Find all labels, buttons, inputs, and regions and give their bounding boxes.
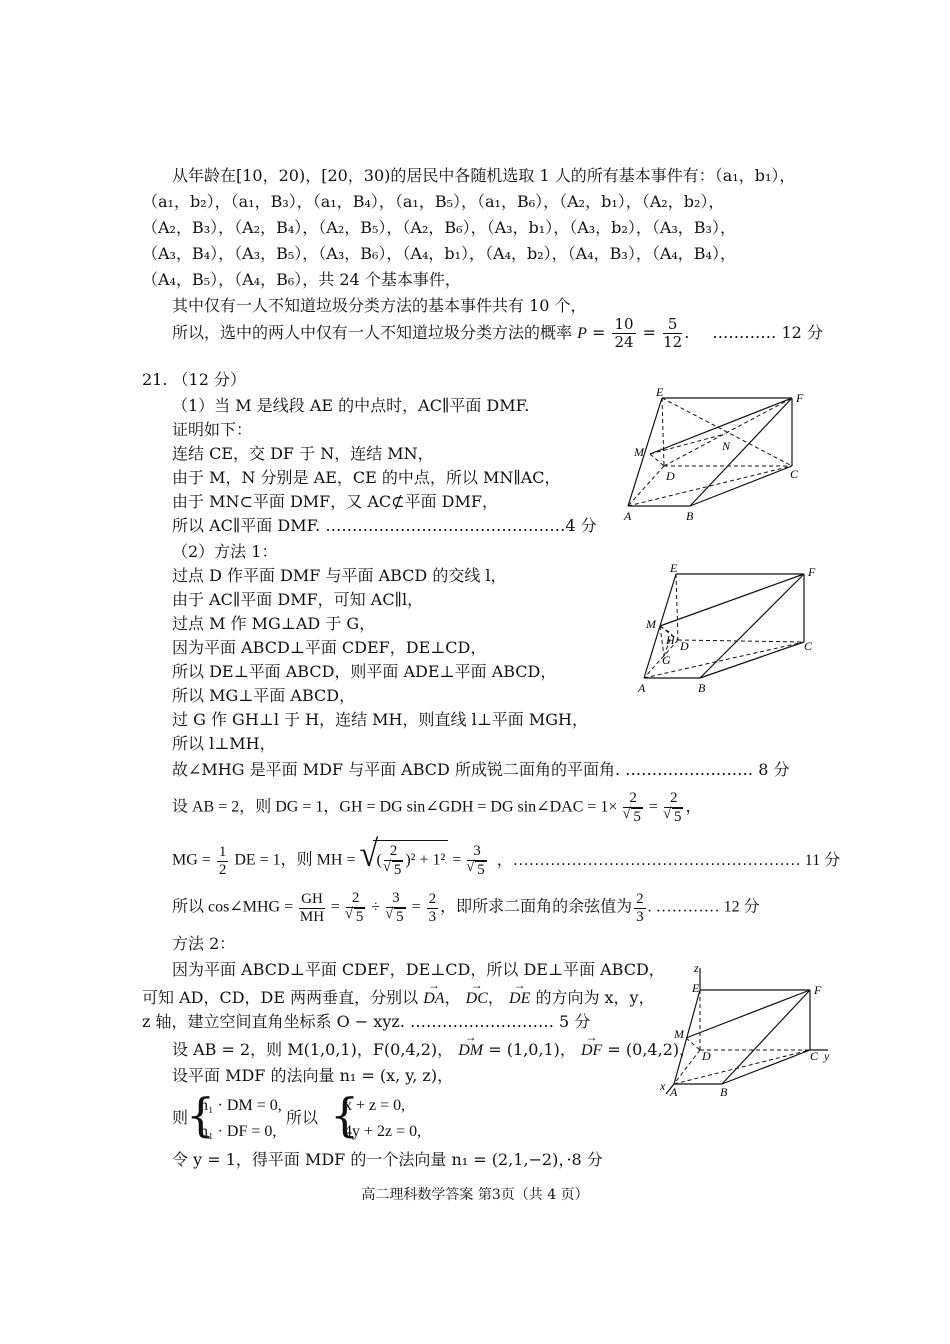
vertex-label: H (666, 633, 675, 647)
system-row: x + z = 0, (344, 1097, 406, 1114)
vertex-label: E (670, 561, 678, 575)
prism-figure-2 (636, 560, 826, 700)
left-brace-icon: { (186, 1088, 216, 1142)
text-line: 所以 l⊥MH， (172, 734, 276, 753)
vertex-label: A (624, 509, 632, 523)
system-row: n₁ · DM = 0, (200, 1097, 282, 1114)
vertex-label: F (814, 983, 822, 997)
text-line: 所以 MG⊥平面 ABCD， (172, 686, 356, 705)
equation-line: 所以 cos∠MHG = $\frac{GH}{MH}$ = 2 √ 5 ÷ 3 √ 5 = $\frac{2}{3}$ ，即所求二面角的余弦值为 $\frac{2}{3}$ . ………… 12 分 (172, 890, 760, 926)
equation-line: MG = $\frac{1}{2}$ DE = 1，则 MH = √ ( 2 √ 5 )² + 1² = 3 √ 5 ，……………………………………………… 11 分 (172, 840, 840, 879)
text-line: 因为平面 ABCD⊥平面 CDEF，DE⊥CD，所以 DE⊥平面 ABCD， (172, 960, 665, 979)
text-line: z 轴，建立空间直角坐标系 O − xyz. ……………………… 5 分 (142, 1012, 591, 1031)
vertex-label: D (702, 1049, 711, 1063)
question-heading: 21. （12 分） (142, 370, 246, 389)
vertex-label: F (808, 565, 816, 579)
vertex-label: A (638, 681, 646, 695)
axis-label: z (694, 962, 699, 975)
page-footer: 高二理科数学答案 第3页（共 4 页） (361, 1187, 589, 1203)
prism-figure-1 (620, 388, 820, 528)
text-line: 由于 AC∥平面 DMF，可知 AC∥l， (172, 590, 424, 609)
equation-line: 设 AB = 2，则 DG = 1，GH = DG sin∠GDH = DG sin∠DAC = 1× 2 √ 5 = 2 √ 5 ， (172, 790, 701, 826)
left-brace-icon: { (330, 1088, 360, 1142)
vertex-label: E (656, 388, 664, 399)
vertex-label: M (674, 1027, 684, 1041)
text-line: 由于 MN⊂平面 DMF，又 AC⊄平面 DMF， (172, 492, 498, 511)
text-line: 可知 AD，CD，DE 两两垂直，分别以 → DA， → DC， → DE 的方向为 x，y， (142, 988, 655, 1009)
text-line: 令 y = 1，得平面 MDF 的一个法向量 n₁ = (2,1,−2)，·8 分 (172, 1150, 603, 1169)
vertex-label: M (634, 445, 644, 459)
text-line: 所以 DE⊥平面 ABCD，则平面 ADE⊥平面 ABCD， (172, 662, 557, 681)
text-line: 过 G 作 GH⊥l 于 H，连结 MH，则直线 l⊥平面 MGH， (172, 710, 588, 729)
vertex-label: A (670, 1085, 678, 1099)
vertex-label: C (804, 639, 813, 653)
system-label: 则 (172, 1108, 189, 1127)
vertex-label: B (698, 681, 706, 695)
vertex-label: M (646, 617, 656, 631)
text-line: 因为平面 ABCD⊥平面 CDEF，DE⊥CD， (172, 638, 487, 657)
vertex-label: F (796, 391, 804, 405)
vertex-label: E (692, 981, 700, 995)
axis-label: x (660, 1079, 666, 1093)
system-row: n₁ · DF = 0, (200, 1123, 277, 1140)
text-line: 证明如下： (172, 420, 253, 439)
vertex-label: C (790, 467, 799, 481)
vertex-label: C (810, 1049, 819, 1063)
probability-line: 所以，选中的两人中仅有一人不知道垃圾分类方法的概率 P = $\frac{10}{24}$ = $\frac{5}{12}$ . ………… 12 分 (172, 315, 823, 351)
system-label: 所以 (286, 1108, 319, 1127)
text-line: 所以 AC∥平面 DMF. ………………………………………4 分 (172, 516, 597, 535)
text-line: 从年龄在[10，20)，[20，30)的居民中各随机选取 1 人的所有基本事件有：（a₁，b₁）， (172, 166, 796, 185)
axis-label: y (824, 1049, 830, 1063)
text-line: 连结 CE，交 DF 于 N，连结 MN， (172, 444, 434, 463)
text-line: （A₃，B₄），（A₃，B₅），（A₃，B₆），（A₄，b₁），（A₄，b₂），（A₄，B₃），（A₄，B₄）， (142, 244, 736, 263)
vertex-label: D (680, 639, 689, 653)
system-row: 4y + 2z = 0, (344, 1123, 422, 1140)
vertex-label: D (666, 469, 675, 483)
text-line: 其中仅有一人不知道垃圾分类方法的基本事件共有 10 个， (172, 296, 587, 315)
text-line: 设平面 MDF 的法向量 n₁ = (x, y, z)， (172, 1066, 454, 1085)
text-line: （a₁，b₂），（a₁，B₃），（a₁，B₄），（a₁，B₅），（a₁，B₆），（A₂，b₁），（A₂，b₂）， (142, 192, 725, 211)
text-line: 设 AB = 2，则 M(1,0,1)，F(0,4,2)， → DM = (1,0,1)， → DF = (0,4,2)， (172, 1040, 695, 1061)
text-line: （1）当 M 是线段 AE 的中点时，AC∥平面 DMF. (172, 396, 530, 415)
text-line: （A₂，B₃），（A₂，B₄），（A₂，B₅），（A₂，B₆），（A₃，b₁），（A₃，b₂），（A₃，B₃）， (142, 218, 736, 237)
text-line: 由于 M，N 分别是 AE，CE 的中点，所以 MN∥AC， (172, 468, 561, 487)
text-line: （2）方法 1： (172, 542, 278, 561)
text-line: 过点 M 作 MG⊥AD 于 G， (172, 614, 376, 633)
vertex-label: B (720, 1085, 728, 1099)
text-line: 故∠MHG 是平面 MDF 与平面 ABCD 所成锐二面角的平面角. …………………… 8 分 (172, 760, 790, 779)
text-line: 方法 2： (172, 934, 236, 953)
vertex-label: N (722, 439, 731, 453)
text-line: 过点 D 作平面 DMF 与平面 ABCD 的交线 l， (172, 566, 507, 585)
text-line: （A₄，B₅），（A₄，B₆），共 24 个基本事件， (142, 270, 461, 289)
vertex-label: B (686, 509, 694, 523)
coordinate-figure-3 (660, 962, 840, 1102)
vertex-label: G (662, 653, 671, 667)
